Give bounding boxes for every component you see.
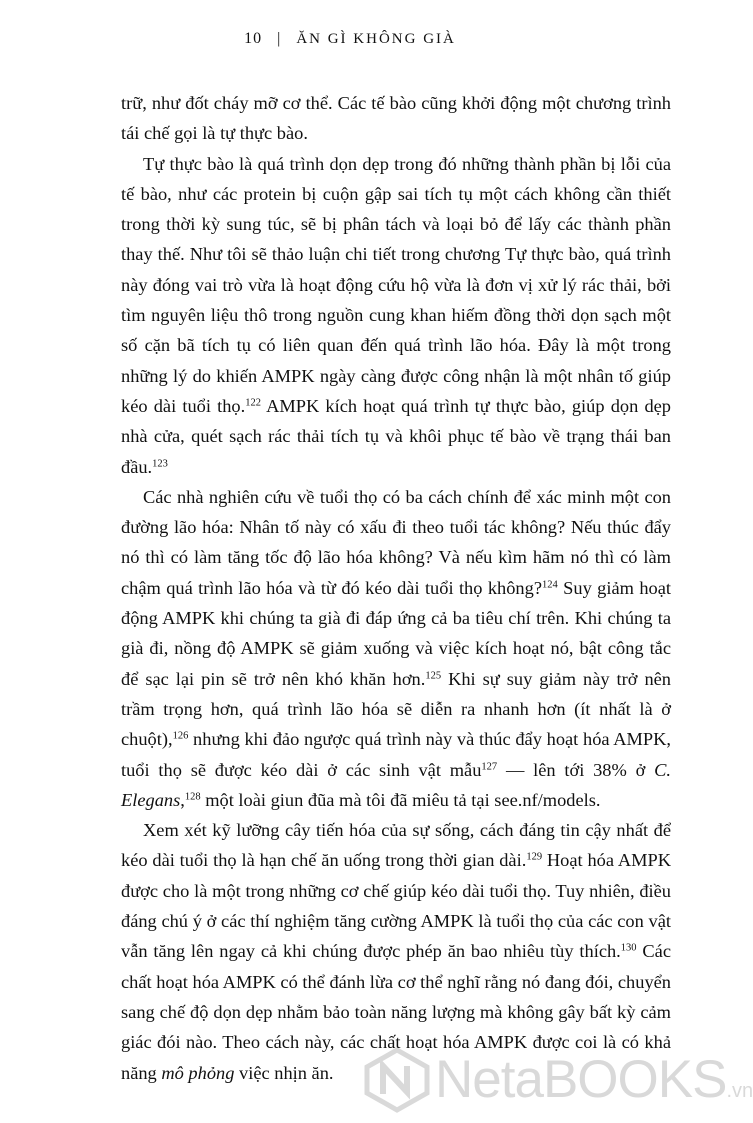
footnote-ref: 128 (184, 791, 201, 803)
footnote-ref: 127 (481, 761, 498, 773)
running-header (0, 30, 700, 48)
text-run: Tự thực bào là quá trình dọn dẹp trong đó những thành phần bị lỗi của tế bào, như các protein bị cuộn gập sai tích tụ một cách không cần thiết trong thời kỳ sung túc, sẽ bị phân tách và loại bỏ để lấy các thành phần thay thế. Như tôi sẽ thảo luận chi tiết trong chương Tự thực bào, quá trình này đóng vai trò vừa là hoạt động cứu hộ vừa là đơn vị xử lý rác thải, bởi tìm nguyên liệu thô trong nguồn cung khan hiếm đồng thời dọn sạch một số cặn bã tích tụ có liên quan đến quá trình lão hóa. Đây là một trong những lý do khiến AMPK ngày càng được công nhận là một nhân tố giúp kéo dài tuổi thọ. (121, 153, 671, 416)
header-separator: | (277, 30, 282, 47)
paragraph (121, 482, 671, 815)
paragraph (121, 815, 671, 1088)
text-run: Khi sự suy giảm này trở nên trầm trọng hơn, quá trình lão hóa sẽ diễn ra nhanh hơn (ít nhất là ở chuột), (121, 668, 672, 750)
text-run: Hoạt hóa AMPK được cho là một trong những cơ chế giúp kéo dài tuổi thọ. Tuy nhiên, điều đáng chú ý ở các thí nghiệm tăng cường AMPK là tuổi thọ của các con vật vẫn tăng lên ngay cả khi chúng được phép ăn bao nhiêu tùy thích. (121, 850, 671, 962)
watermark-suffix: .vn (726, 1080, 753, 1102)
paragraph (121, 88, 671, 149)
footnote-ref: 123 (152, 458, 168, 470)
paragraph (121, 149, 671, 482)
footnote-ref: 124 (542, 579, 558, 591)
body-text (121, 88, 671, 1088)
text-run: Các chất hoạt hóa AMPK có thể đánh lừa cơ thể nghĩ rằng nó đang đói, chuyển sang chế độ dọn dẹp nhằm bảo toàn năng lượng mà không gây bất kỳ cảm giác đói nào. Theo cách này, các chất hoạt hóa AMPK được coi là có khả năng (121, 941, 671, 1083)
text-run: — lên tới 38% ở (497, 759, 655, 780)
text-run: việc nhịn ăn. (234, 1062, 334, 1083)
text-run: một loài giun đũa mà tôi đã miêu tả tại see.nf/models. (200, 789, 601, 810)
text-run: , (180, 789, 185, 810)
footnote-ref: 126 (172, 730, 189, 742)
footnote-ref: 122 (245, 397, 261, 409)
text-run: Xem xét kỹ lưỡng cây tiến hóa của sự sống, cách đáng tin cậy nhất để kéo dài tuổi thọ là hạn chế ăn uống trong thời gian dài. (121, 820, 671, 871)
text-run: nhưng khi đảo ngược quá trình này và thúc đẩy hoạt hóa AMPK, tuổi thọ sẽ được kéo dài ở các sinh vật mẫu (121, 729, 671, 780)
italic-text: C. Elegans (121, 759, 672, 810)
page-number: 10 (244, 30, 263, 47)
text-run: Các nhà nghiên cứu về tuổi thọ có ba cách chính để xác minh một con đường lão hóa: Nhân tố này có xấu đi theo tuổi tác không? Nếu thúc đẩy nó thì có làm tăng tốc độ lão hóa không? Và nếu kìm hãm nó thì có làm chậm quá trình lão hóa và từ đó kéo dài tuổi thọ không? (121, 486, 671, 598)
italic-text: mô phỏng (161, 1062, 235, 1083)
text-run: trữ, như đốt cháy mỡ cơ thể. Các tế bào cũng khởi động một chương trình tái chế gọi là tự thực bào. (121, 93, 671, 144)
footnote-ref: 129 (526, 851, 543, 863)
footnote-ref: 130 (620, 942, 637, 954)
footnote-ref: 125 (425, 670, 442, 682)
book-title: ĂN GÌ KHÔNG GIÀ (296, 31, 456, 47)
text-run: AMPK kích hoạt quá trình tự thực bào, giúp dọn dẹp nhà cửa, quét sạch rác thải tích tụ và khôi phục tế bào về trạng thái ban đầu. (121, 395, 671, 477)
watermark-brand: NetaBOOKS (435, 1050, 727, 1109)
text-run: Suy giảm hoạt động AMPK khi chúng ta già đi đáp ứng cả ba tiêu chí trên. Khi chúng ta già đi, nồng độ AMPK sẽ giảm xuống và việc kích hoạt nó, bật công tắc để sạc lại pin sẽ trở nên khó khăn hơn. (121, 577, 671, 689)
